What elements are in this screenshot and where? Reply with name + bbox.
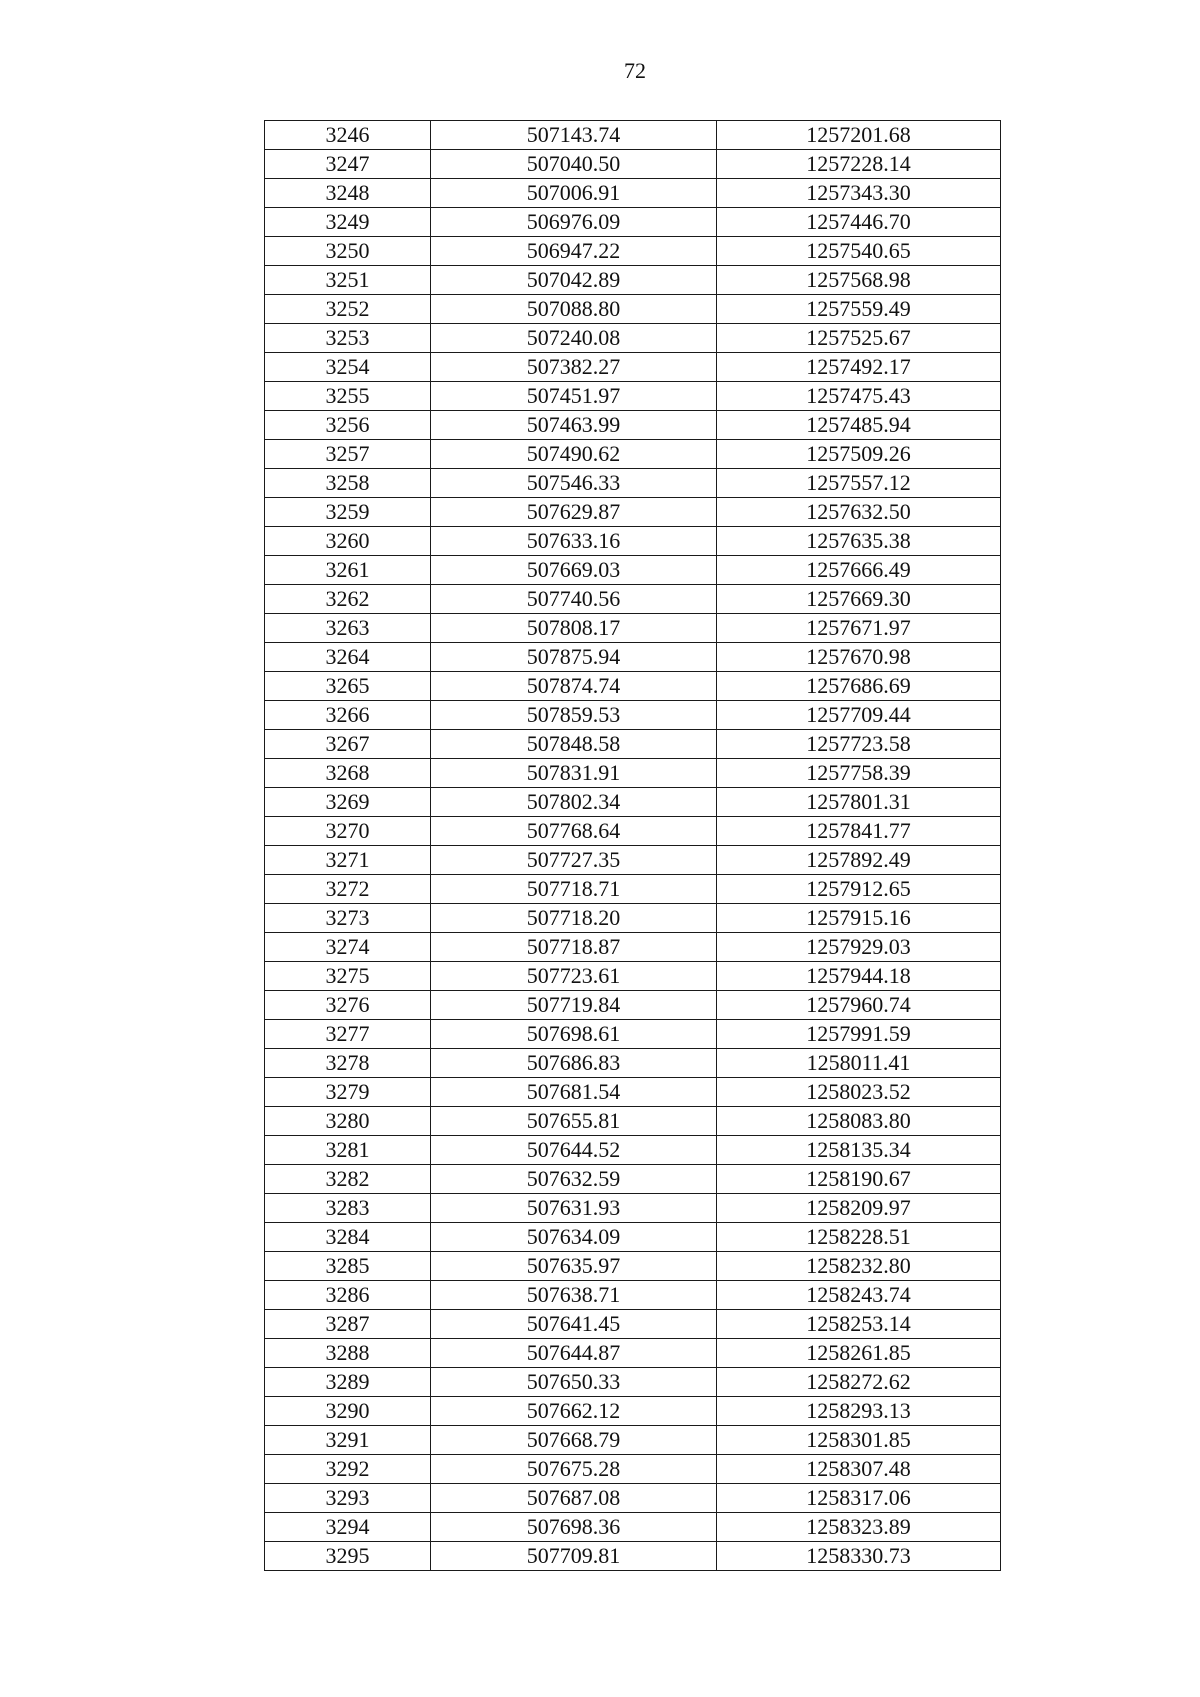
y-coordinate-cell: 1258190.67 xyxy=(717,1165,1001,1194)
table-row xyxy=(265,324,1001,353)
point-number-cell: 3280 xyxy=(265,1107,431,1136)
y-coordinate-cell: 1257686.69 xyxy=(717,672,1001,701)
y-coordinate-cell: 1258253.14 xyxy=(717,1310,1001,1339)
table-row xyxy=(265,933,1001,962)
x-coordinate-cell: 507802.34 xyxy=(431,788,717,817)
point-number-cell: 3277 xyxy=(265,1020,431,1049)
table-row xyxy=(265,208,1001,237)
table-row xyxy=(265,1136,1001,1165)
y-coordinate-cell: 1258023.52 xyxy=(717,1078,1001,1107)
table-row xyxy=(265,1165,1001,1194)
x-coordinate-cell: 507631.93 xyxy=(431,1194,717,1223)
table-row xyxy=(265,1484,1001,1513)
table-row xyxy=(265,1542,1001,1571)
table-row xyxy=(265,1310,1001,1339)
point-number-cell: 3286 xyxy=(265,1281,431,1310)
table-row xyxy=(265,1107,1001,1136)
table-row xyxy=(265,1194,1001,1223)
y-coordinate-cell: 1258232.80 xyxy=(717,1252,1001,1281)
table-row xyxy=(265,1252,1001,1281)
x-coordinate-cell: 506947.22 xyxy=(431,237,717,266)
y-coordinate-cell: 1257635.38 xyxy=(717,527,1001,556)
y-coordinate-cell: 1257841.77 xyxy=(717,817,1001,846)
table-row xyxy=(265,150,1001,179)
y-coordinate-cell: 1258011.41 xyxy=(717,1049,1001,1078)
x-coordinate-cell: 507874.74 xyxy=(431,672,717,701)
x-coordinate-cell: 507451.97 xyxy=(431,382,717,411)
point-number-cell: 3252 xyxy=(265,295,431,324)
table-row xyxy=(265,1020,1001,1049)
table-row xyxy=(265,1513,1001,1542)
point-number-cell: 3279 xyxy=(265,1078,431,1107)
table-row xyxy=(265,237,1001,266)
y-coordinate-cell: 1257509.26 xyxy=(717,440,1001,469)
table-row xyxy=(265,759,1001,788)
x-coordinate-cell: 507698.36 xyxy=(431,1513,717,1542)
y-coordinate-cell: 1257343.30 xyxy=(717,179,1001,208)
table-row xyxy=(265,846,1001,875)
table-row xyxy=(265,875,1001,904)
x-coordinate-cell: 507463.99 xyxy=(431,411,717,440)
table-row xyxy=(265,556,1001,585)
y-coordinate-cell: 1258083.80 xyxy=(717,1107,1001,1136)
y-coordinate-cell: 1257540.65 xyxy=(717,237,1001,266)
point-number-cell: 3247 xyxy=(265,150,431,179)
y-coordinate-cell: 1257709.44 xyxy=(717,701,1001,730)
table-row xyxy=(265,527,1001,556)
x-coordinate-cell: 507668.79 xyxy=(431,1426,717,1455)
point-number-cell: 3287 xyxy=(265,1310,431,1339)
table-row xyxy=(265,1078,1001,1107)
y-coordinate-cell: 1257669.30 xyxy=(717,585,1001,614)
y-coordinate-cell: 1258272.62 xyxy=(717,1368,1001,1397)
y-coordinate-cell: 1257525.67 xyxy=(717,324,1001,353)
x-coordinate-cell: 507650.33 xyxy=(431,1368,717,1397)
x-coordinate-cell: 507719.84 xyxy=(431,991,717,1020)
x-coordinate-cell: 507669.03 xyxy=(431,556,717,585)
x-coordinate-cell: 507490.62 xyxy=(431,440,717,469)
x-coordinate-cell: 507709.81 xyxy=(431,1542,717,1571)
point-number-cell: 3250 xyxy=(265,237,431,266)
y-coordinate-cell: 1257671.97 xyxy=(717,614,1001,643)
y-coordinate-cell: 1257475.43 xyxy=(717,382,1001,411)
y-coordinate-cell: 1257485.94 xyxy=(717,411,1001,440)
point-number-cell: 3260 xyxy=(265,527,431,556)
x-coordinate-cell: 507635.97 xyxy=(431,1252,717,1281)
y-coordinate-cell: 1257801.31 xyxy=(717,788,1001,817)
point-number-cell: 3269 xyxy=(265,788,431,817)
x-coordinate-cell: 507687.08 xyxy=(431,1484,717,1513)
table-row xyxy=(265,1281,1001,1310)
point-number-cell: 3290 xyxy=(265,1397,431,1426)
x-coordinate-cell: 507662.12 xyxy=(431,1397,717,1426)
x-coordinate-cell: 507681.54 xyxy=(431,1078,717,1107)
coordinates-table-body xyxy=(265,121,1001,1571)
point-number-cell: 3272 xyxy=(265,875,431,904)
y-coordinate-cell: 1257892.49 xyxy=(717,846,1001,875)
x-coordinate-cell: 507632.59 xyxy=(431,1165,717,1194)
point-number-cell: 3246 xyxy=(265,121,431,150)
x-coordinate-cell: 507641.45 xyxy=(431,1310,717,1339)
x-coordinate-cell: 507718.87 xyxy=(431,933,717,962)
x-coordinate-cell: 507634.09 xyxy=(431,1223,717,1252)
table-row xyxy=(265,353,1001,382)
y-coordinate-cell: 1257446.70 xyxy=(717,208,1001,237)
y-coordinate-cell: 1258135.34 xyxy=(717,1136,1001,1165)
x-coordinate-cell: 507740.56 xyxy=(431,585,717,614)
y-coordinate-cell: 1257991.59 xyxy=(717,1020,1001,1049)
y-coordinate-cell: 1258307.48 xyxy=(717,1455,1001,1484)
x-coordinate-cell: 507644.87 xyxy=(431,1339,717,1368)
point-number-cell: 3265 xyxy=(265,672,431,701)
point-number-cell: 3273 xyxy=(265,904,431,933)
y-coordinate-cell: 1258330.73 xyxy=(717,1542,1001,1571)
x-coordinate-cell: 507042.89 xyxy=(431,266,717,295)
point-number-cell: 3264 xyxy=(265,643,431,672)
x-coordinate-cell: 507718.71 xyxy=(431,875,717,904)
y-coordinate-cell: 1257568.98 xyxy=(717,266,1001,295)
point-number-cell: 3292 xyxy=(265,1455,431,1484)
x-coordinate-cell: 507768.64 xyxy=(431,817,717,846)
point-number-cell: 3281 xyxy=(265,1136,431,1165)
table-row xyxy=(265,1339,1001,1368)
point-number-cell: 3294 xyxy=(265,1513,431,1542)
point-number-cell: 3284 xyxy=(265,1223,431,1252)
y-coordinate-cell: 1257492.17 xyxy=(717,353,1001,382)
table-row xyxy=(265,672,1001,701)
y-coordinate-cell: 1257670.98 xyxy=(717,643,1001,672)
x-coordinate-cell: 507546.33 xyxy=(431,469,717,498)
x-coordinate-cell: 507638.71 xyxy=(431,1281,717,1310)
x-coordinate-cell: 507723.61 xyxy=(431,962,717,991)
x-coordinate-cell: 507006.91 xyxy=(431,179,717,208)
point-number-cell: 3289 xyxy=(265,1368,431,1397)
table-row xyxy=(265,1455,1001,1484)
y-coordinate-cell: 1257723.58 xyxy=(717,730,1001,759)
point-number-cell: 3249 xyxy=(265,208,431,237)
point-number-cell: 3253 xyxy=(265,324,431,353)
y-coordinate-cell: 1258243.74 xyxy=(717,1281,1001,1310)
y-coordinate-cell: 1257915.16 xyxy=(717,904,1001,933)
point-number-cell: 3261 xyxy=(265,556,431,585)
table-row xyxy=(265,904,1001,933)
y-coordinate-cell: 1257944.18 xyxy=(717,962,1001,991)
x-coordinate-cell: 507143.74 xyxy=(431,121,717,150)
y-coordinate-cell: 1257666.49 xyxy=(717,556,1001,585)
table-row xyxy=(265,266,1001,295)
point-number-cell: 3278 xyxy=(265,1049,431,1078)
x-coordinate-cell: 507382.27 xyxy=(431,353,717,382)
table-row xyxy=(265,1368,1001,1397)
coordinates-table xyxy=(264,120,1001,1571)
y-coordinate-cell: 1257912.65 xyxy=(717,875,1001,904)
table-row xyxy=(265,817,1001,846)
table-row xyxy=(265,1223,1001,1252)
point-number-cell: 3262 xyxy=(265,585,431,614)
point-number-cell: 3255 xyxy=(265,382,431,411)
point-number-cell: 3285 xyxy=(265,1252,431,1281)
table-row xyxy=(265,411,1001,440)
table-row xyxy=(265,440,1001,469)
x-coordinate-cell: 507644.52 xyxy=(431,1136,717,1165)
y-coordinate-cell: 1258301.85 xyxy=(717,1426,1001,1455)
y-coordinate-cell: 1257929.03 xyxy=(717,933,1001,962)
point-number-cell: 3268 xyxy=(265,759,431,788)
y-coordinate-cell: 1257960.74 xyxy=(717,991,1001,1020)
x-coordinate-cell: 507088.80 xyxy=(431,295,717,324)
table-row xyxy=(265,730,1001,759)
point-number-cell: 3288 xyxy=(265,1339,431,1368)
x-coordinate-cell: 507875.94 xyxy=(431,643,717,672)
x-coordinate-cell: 507718.20 xyxy=(431,904,717,933)
y-coordinate-cell: 1258293.13 xyxy=(717,1397,1001,1426)
x-coordinate-cell: 507675.28 xyxy=(431,1455,717,1484)
table-row xyxy=(265,643,1001,672)
point-number-cell: 3293 xyxy=(265,1484,431,1513)
point-number-cell: 3267 xyxy=(265,730,431,759)
y-coordinate-cell: 1257228.14 xyxy=(717,150,1001,179)
point-number-cell: 3271 xyxy=(265,846,431,875)
table-row xyxy=(265,1397,1001,1426)
y-coordinate-cell: 1258209.97 xyxy=(717,1194,1001,1223)
x-coordinate-cell: 507808.17 xyxy=(431,614,717,643)
x-coordinate-cell: 507040.50 xyxy=(431,150,717,179)
y-coordinate-cell: 1257559.49 xyxy=(717,295,1001,324)
point-number-cell: 3258 xyxy=(265,469,431,498)
table-row xyxy=(265,295,1001,324)
point-number-cell: 3282 xyxy=(265,1165,431,1194)
point-number-cell: 3283 xyxy=(265,1194,431,1223)
point-number-cell: 3275 xyxy=(265,962,431,991)
point-number-cell: 3291 xyxy=(265,1426,431,1455)
table-row xyxy=(265,788,1001,817)
table-row xyxy=(265,382,1001,411)
x-coordinate-cell: 507727.35 xyxy=(431,846,717,875)
table-row xyxy=(265,585,1001,614)
y-coordinate-cell: 1257632.50 xyxy=(717,498,1001,527)
table-row xyxy=(265,991,1001,1020)
page-number: 72 xyxy=(624,58,646,83)
table-row xyxy=(265,1426,1001,1455)
point-number-cell: 3254 xyxy=(265,353,431,382)
x-coordinate-cell: 507848.58 xyxy=(431,730,717,759)
point-number-cell: 3256 xyxy=(265,411,431,440)
y-coordinate-cell: 1257557.12 xyxy=(717,469,1001,498)
point-number-cell: 3276 xyxy=(265,991,431,1020)
x-coordinate-cell: 507655.81 xyxy=(431,1107,717,1136)
table-row xyxy=(265,614,1001,643)
x-coordinate-cell: 507831.91 xyxy=(431,759,717,788)
point-number-cell: 3295 xyxy=(265,1542,431,1571)
x-coordinate-cell: 507240.08 xyxy=(431,324,717,353)
x-coordinate-cell: 507686.83 xyxy=(431,1049,717,1078)
x-coordinate-cell: 507698.61 xyxy=(431,1020,717,1049)
y-coordinate-cell: 1258261.85 xyxy=(717,1339,1001,1368)
table-row xyxy=(265,498,1001,527)
x-coordinate-cell: 506976.09 xyxy=(431,208,717,237)
table-row xyxy=(265,962,1001,991)
x-coordinate-cell: 507859.53 xyxy=(431,701,717,730)
y-coordinate-cell: 1258228.51 xyxy=(717,1223,1001,1252)
y-coordinate-cell: 1258317.06 xyxy=(717,1484,1001,1513)
point-number-cell: 3259 xyxy=(265,498,431,527)
table-row xyxy=(265,469,1001,498)
point-number-cell: 3274 xyxy=(265,933,431,962)
x-coordinate-cell: 507633.16 xyxy=(431,527,717,556)
point-number-cell: 3251 xyxy=(265,266,431,295)
point-number-cell: 3270 xyxy=(265,817,431,846)
point-number-cell: 3257 xyxy=(265,440,431,469)
y-coordinate-cell: 1257201.68 xyxy=(717,121,1001,150)
y-coordinate-cell: 1257758.39 xyxy=(717,759,1001,788)
point-number-cell: 3263 xyxy=(265,614,431,643)
y-coordinate-cell: 1258323.89 xyxy=(717,1513,1001,1542)
point-number-cell: 3266 xyxy=(265,701,431,730)
table-row xyxy=(265,121,1001,150)
table-row xyxy=(265,1049,1001,1078)
x-coordinate-cell: 507629.87 xyxy=(431,498,717,527)
table-row xyxy=(265,701,1001,730)
point-number-cell: 3248 xyxy=(265,179,431,208)
table-row xyxy=(265,179,1001,208)
